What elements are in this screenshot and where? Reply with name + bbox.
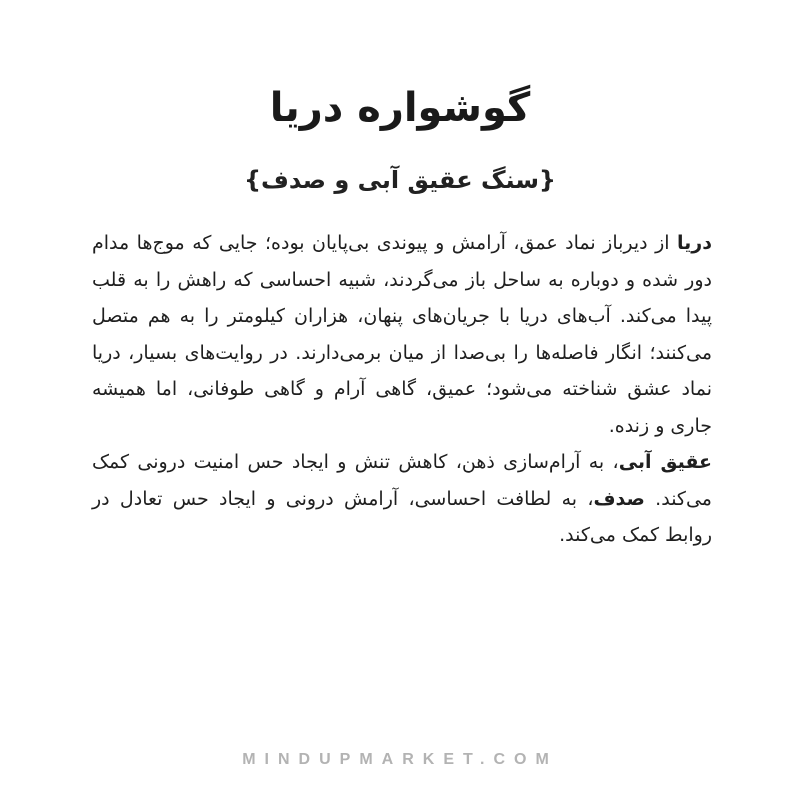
paragraph-sea (92, 225, 712, 444)
keyword-blue-agate: عقیق آبی (618, 451, 712, 473)
keyword-shell: صدف (593, 487, 645, 510)
paragraph-stones (92, 444, 712, 554)
paragraph-shell-text: ، به لطافت احساسی، آرامش درونی و ایجاد حس تعادل در روابط کمک می‌کند. (92, 487, 712, 546)
footer-website: MINDUPMARKET.COM (242, 751, 558, 768)
page-title: گوشواره دریا (269, 85, 531, 131)
paragraph-agate-text: ، به آرام‌سازی ذهن، کاهش تنش و ایجاد حس امنیت درونی کمک می‌کند. (92, 451, 712, 510)
page-subtitle: {سنگ عقیق آبی و صدف} (243, 166, 557, 194)
paragraph-sea-text: از دیرباز نماد عمق، آرامش و پیوندی بی‌پایان بوده؛ جایی که موج‌ها مدام دور شده و دوباره به ساحل باز می‌گردند، شبیه احساسی که راهش را به قلب پیدا می‌کند. آب‌های دریا با جریان‌های پنهان، هزاران کیلومتر را به هم متصل می‌کنند؛ انگار فاصله‌ها را بی‌صدا از میان برمی‌دارند. در روایت‌های بسیار، دریا نماد عشق شناخته می‌شود؛ عمیق، گاهی آرام و گاهی طوفانی، اما همیشه جاری و زنده. (92, 232, 712, 437)
keyword-sea: دریا (677, 232, 712, 254)
description-body (92, 225, 712, 554)
